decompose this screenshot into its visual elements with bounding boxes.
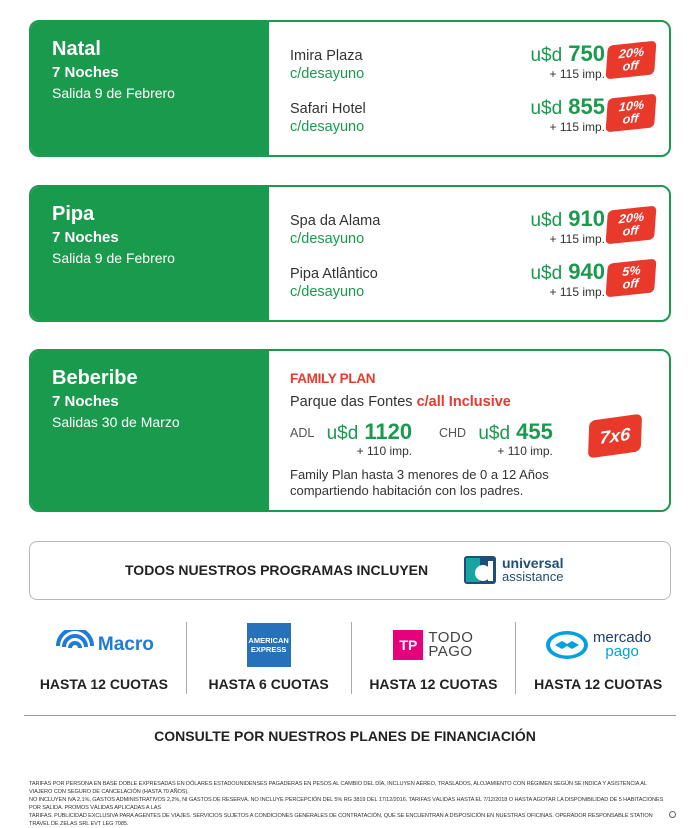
discount-word: off (622, 276, 640, 292)
adult-label: ADL (290, 426, 315, 441)
departure-date: Salida 9 de Febrero (52, 250, 175, 266)
child-price-value: 455 (516, 419, 553, 444)
child-label: CHD (439, 426, 467, 441)
currency-label: u$d (530, 210, 563, 231)
legal-line: TARIFAS. PUBLICIDAD EXCLUSIVA PARA AGENTES DE VIAJES. SERVICIOS SUJETOS A CONDICIONES GENERALES DE CONTRATACIÓN, QUE SE ENCUENTRAN A DISPOSICIÓN EN NUESTRAS OFICINAS. OPERADOR RESPONSABLE STATION TRAVEL DE ZELAS SRL EVT LEG 7085. (29, 813, 653, 827)
installments-label: HASTA 6 CUOTAS (208, 676, 329, 692)
hotel-name: Spa da Alama (290, 213, 381, 229)
nights-label: 7 Noches (52, 393, 119, 410)
page-marker-icon (669, 811, 676, 818)
board-type: c/desayuno (290, 284, 365, 300)
currency-label: u$d (478, 423, 511, 444)
package-card-beberibe (29, 349, 671, 512)
installments-label: HASTA 12 CUOTAS (534, 676, 663, 692)
family-plan-title: FAMILY PLAN (290, 371, 376, 386)
nights-label: 7 Noches (52, 229, 119, 246)
discount-badge (605, 259, 656, 298)
bank-amex (186, 622, 351, 694)
hotel-list (269, 187, 669, 320)
discount-percent: 5% (621, 263, 642, 279)
tax-label: + 115 imp. (549, 232, 605, 246)
departure-date: Salida 9 de Febrero (52, 85, 175, 101)
amex-logo (187, 622, 351, 668)
hotel-name-text: Parque das Fontes (290, 394, 413, 410)
adult-price-value: 1120 (364, 419, 413, 444)
destination-title: Pipa (52, 203, 95, 225)
discount-word: off (622, 111, 640, 127)
package-summary (31, 351, 269, 510)
hotel-name (290, 394, 511, 410)
includes-text: TODOS NUESTROS PROGRAMAS INCLUYEN (125, 562, 429, 578)
hotel-name: Pipa Atlântico (290, 266, 378, 282)
price-value: 750 (568, 41, 605, 66)
macro-logo (22, 622, 186, 668)
note-line: compartiendo habitación con los padres. (290, 483, 524, 498)
mercadopago-name: mercado pago (592, 629, 652, 660)
destination-title: Beberibe (52, 367, 138, 389)
legal-line: NO INCLUYEN IVA 2,1%, GASTOS ADMINISTRATIVOS 2,2%, NI GASTOS DE RESERVA. NO INCLUYE PERCEPCIÓN DEL 5% RG 3819 DEL 17/12/2016. TARIFAS VÁLIDAS HASTA EL 7/12/2018 O HASTA AGOTAR LA DISPONIBILIDAD DE 5 HABITACIONES POR SALIDA. PROMOS VÁLIDAS APLICADAS A LAS (29, 797, 664, 811)
bank-mercadopago (515, 622, 680, 694)
family-plan-note (290, 467, 590, 499)
discount-badge (605, 206, 656, 245)
todopago-icon: TP (393, 630, 423, 660)
includes-banner (29, 541, 671, 600)
price-value: 940 (568, 259, 605, 284)
amex-icon: AMERICAN EXPRESS (247, 623, 291, 667)
universal-assistance-logo (464, 556, 574, 586)
destination-title: Natal (52, 38, 101, 60)
legal-line: TARIFAS POR PERSONA EN BASE DOBLE EXPRESADAS EN DÓLARES ESTADOUNIDENSES PAGADERAS EN PESOS AL CAMBIO DEL DÍA, INCLUYEN AÉREO, TRASLADOS, ALOJAMIENTO CON RÉGIMEN SEGÚN SE INDICA Y ASISTENCIA AL VIAJERO CON SEGURO DE CANCELACIÓN (HASTA 70 AÑOS). (29, 781, 647, 795)
discount-badge (605, 94, 656, 133)
divider (24, 715, 676, 716)
mercadopago-logo (516, 622, 680, 668)
discount-percent: 20% (618, 209, 645, 227)
board-type: c/desayuno (290, 231, 365, 247)
currency-label: u$d (530, 98, 563, 119)
todopago-name: TODO PAGO (428, 629, 474, 660)
payment-options (22, 622, 680, 694)
currency-label: u$d (326, 423, 359, 444)
note-line: Family Plan hasta 3 menores de 0 a 12 Años (290, 467, 549, 482)
bank-macro (22, 622, 186, 694)
macro-icon (54, 630, 96, 660)
tax-label: + 110 imp. (497, 444, 553, 458)
tax-label: + 115 imp. (549, 67, 605, 81)
package-card-pipa (29, 185, 671, 322)
brand-line: universal (502, 555, 564, 571)
discount-word: off (622, 58, 640, 74)
promo-badge: 7x6 (588, 414, 642, 459)
price-value: 910 (568, 206, 605, 231)
hotel-name: Safari Hotel (290, 101, 366, 117)
discount-badge (605, 41, 656, 80)
adult-price-block (290, 419, 412, 458)
todopago-logo (352, 622, 516, 668)
universal-assistance-icon (464, 556, 496, 584)
package-card-natal (29, 20, 671, 157)
departure-date: Salidas 30 de Marzo (52, 414, 180, 430)
discount-word: off (622, 223, 640, 239)
handshake-icon (545, 630, 589, 660)
price-block (530, 42, 605, 81)
board-type: c/desayuno (290, 66, 365, 82)
all-inclusive-label: c/all Inclusive (416, 394, 511, 410)
brand-line: assistance (502, 569, 564, 584)
package-summary (31, 22, 269, 155)
hotel-list (269, 22, 669, 155)
price-block (530, 207, 605, 246)
discount-percent: 10% (618, 97, 645, 115)
price-value: 855 (568, 94, 605, 119)
family-plan-details (269, 351, 669, 510)
currency-label: u$d (530, 263, 563, 284)
tax-label: + 115 imp. (549, 120, 605, 134)
legal-disclaimer (29, 780, 671, 828)
installments-label: HASTA 12 CUOTAS (39, 676, 168, 692)
tax-label: + 115 imp. (549, 285, 605, 299)
price-block (530, 260, 605, 299)
discount-percent: 20% (618, 44, 645, 62)
bank-todopago (351, 622, 516, 694)
installments-label: HASTA 12 CUOTAS (369, 676, 498, 692)
nights-label: 7 Noches (52, 64, 119, 81)
board-type: c/desayuno (290, 119, 365, 135)
tax-label: + 110 imp. (356, 444, 413, 458)
financing-note: CONSULTE POR NUESTROS PLANES DE FINANCIACIÓN (154, 728, 536, 744)
child-price-block (439, 419, 553, 458)
hotel-name: Imira Plaza (290, 48, 363, 64)
currency-label: u$d (530, 45, 563, 66)
macro-name: Macro (97, 634, 154, 655)
package-summary (31, 187, 269, 320)
price-block (530, 95, 605, 134)
